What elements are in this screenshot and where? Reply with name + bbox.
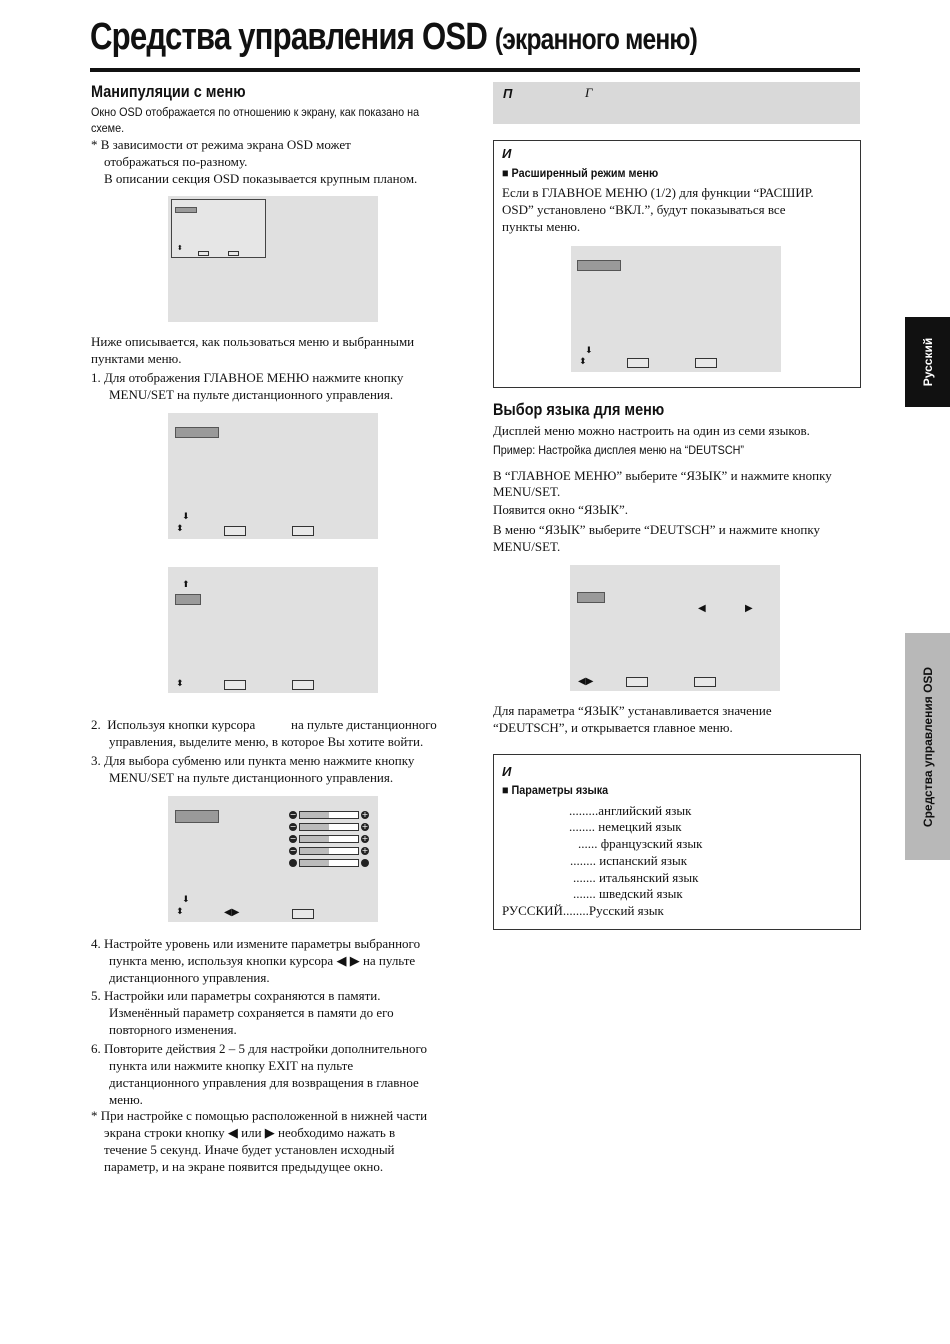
leftright-icon: ◀▶	[224, 907, 240, 918]
osd-screen-language	[570, 565, 780, 691]
adjust-slider	[299, 823, 359, 831]
osd-highlight	[175, 207, 197, 213]
osd-screen-submenu	[168, 796, 378, 922]
minus-icon: −	[289, 846, 297, 855]
step-6b: пункта или нажмите кнопку EXIT на пульте	[109, 1058, 354, 1073]
note-2b: экрана строки кнопку ◀ или ▶ необходимо нажать в	[104, 1125, 396, 1140]
step-5a: 5. Настройки или параметры сохраняются в памяти.	[91, 988, 381, 1003]
osd-button	[626, 677, 648, 687]
info-marker: И	[502, 146, 512, 161]
minus-icon: −	[289, 834, 297, 843]
right-arrow-icon: ▶	[745, 603, 753, 614]
grey-box-marker-b: Г	[585, 85, 593, 100]
step-6c: дистанционного управления для возвращения в главное	[109, 1075, 419, 1090]
osd-highlight	[577, 592, 605, 603]
lang-p6a: Для параметра “ЯЗЫК” устанавливается значение	[493, 703, 772, 718]
note-1b: отображаться по-разному.	[104, 154, 248, 169]
leftright-icon: ◀▶	[578, 676, 594, 687]
section-heading-language: Выбор языка для меню	[493, 400, 665, 419]
plus-icon: +	[361, 822, 369, 831]
osd-button	[292, 680, 314, 690]
lang-p1: Дисплей меню можно настроить на один из семи языков.	[493, 423, 810, 438]
minus-icon: −	[289, 822, 297, 831]
osd-highlight	[175, 810, 219, 823]
intro-text: Окно OSD отображается по отношению к экрану, как показано на схеме.	[91, 105, 420, 135]
minus-icon: −	[289, 810, 297, 819]
note-2d: параметр, и на экране появится предыдущее окно.	[104, 1159, 384, 1174]
para-2a: Ниже описывается, как пользоваться меню и выбранными	[91, 334, 415, 349]
step-3a: 3. Для выбора субменю или пункта меню нажмите кнопку	[91, 753, 415, 768]
down-arrow-icon: ⬇	[585, 346, 593, 356]
osd-button	[292, 909, 314, 919]
lang-row: ....... итальянский язык	[573, 870, 699, 885]
step-5c: повторного изменения.	[109, 1022, 237, 1037]
lang-p5a: В меню “ЯЗЫК” выберите “DEUTSCH” и нажмите кнопку	[493, 522, 820, 537]
lang-row: ....... шведский язык	[573, 886, 683, 901]
osd-button	[694, 677, 716, 687]
step-3b: MENU/SET на пульте дистанционного управления.	[109, 770, 394, 785]
step-1b: MENU/SET на пульте дистанционного управления.	[109, 387, 394, 402]
title-rule	[90, 68, 860, 72]
grey-box-marker-a: П	[503, 86, 513, 101]
updown-icon: ⬍	[579, 357, 587, 367]
step-4c: дистанционного управления.	[109, 970, 270, 985]
osd-mini-button	[228, 251, 239, 256]
info-text-c: пункты меню.	[502, 219, 581, 234]
params-marker: И	[502, 764, 512, 779]
lang-row: РУССКИЙ........Русский язык	[502, 903, 664, 918]
adjust-slider	[299, 835, 359, 843]
section-heading-menu: Манипуляции с меню	[91, 82, 246, 101]
osd-screen-main-menu	[168, 413, 378, 539]
lang-p5b: MENU/SET.	[493, 539, 561, 554]
note-2c: течение 5 секунд. Иначе будет установлен исходный	[104, 1142, 395, 1157]
osd-screen-overview	[168, 196, 378, 322]
lang-row: ...... французский язык	[578, 836, 703, 851]
lang-row: .........английский язык	[569, 803, 692, 818]
osd-button	[224, 680, 246, 690]
plus-icon: +	[361, 810, 369, 819]
side-tab-osd: Средства управления OSD	[905, 633, 950, 860]
info-text-b: OSD” установлено “ВКЛ.”, будут показываться все	[502, 202, 786, 217]
osd-highlight	[175, 427, 219, 438]
adjust-slider	[299, 847, 359, 855]
step-6a: 6. Повторите действия 2 – 5 для настройки дополнительного	[91, 1041, 428, 1056]
lang-p4: Появится окно “ЯЗЫК”.	[493, 502, 629, 517]
plus-icon: +	[361, 846, 369, 855]
note-1c: В описании секция OSD показывается крупным планом.	[104, 171, 418, 186]
step-2b: управления, выделите меню, в которое Вы хотите войти.	[109, 734, 424, 749]
bullet-icon	[289, 859, 297, 867]
lang-row: ........ немецкий язык	[569, 819, 682, 834]
adjust-slider	[299, 811, 359, 819]
note-1a: * В зависимости от режима экрана OSD может	[91, 137, 351, 152]
info-text-a: Если в ГЛАВНОЕ МЕНЮ (1/2) для функции “РАСШИР.	[502, 185, 814, 200]
step-2a: 2. Используя кнопки курсора на пульте дистанционного	[91, 717, 437, 732]
lang-p6b: “DEUTSCH”, и открывается главное меню.	[493, 720, 733, 735]
side-tab-language: Русский	[905, 317, 950, 407]
up-arrow-icon: ⬆	[182, 580, 190, 590]
params-heading: ■ Параметры языка	[502, 783, 609, 797]
osd-highlight	[175, 594, 201, 605]
note-2a: * При настройке с помощью расположенной в нижней части	[91, 1108, 428, 1123]
down-arrow-icon: ⬇	[182, 512, 190, 522]
lang-row: ........ испанский язык	[570, 853, 688, 868]
step-4a: 4. Настройте уровень или измените параметры выбранного	[91, 936, 421, 951]
updown-icon: ⬍	[176, 524, 184, 534]
step-6d: меню.	[109, 1092, 143, 1107]
step-4b: пункта меню, используя кнопки курсора ◀ ▶ на пульте	[109, 953, 416, 968]
adjust-slider	[299, 859, 359, 867]
plus-icon: +	[361, 834, 369, 843]
bullet-icon	[361, 859, 369, 867]
step-5b: Изменённый параметр сохраняется в памяти до его	[109, 1005, 394, 1020]
osd-screen-extended	[571, 246, 781, 372]
osd-button	[627, 358, 649, 368]
left-arrow-icon: ◀	[698, 603, 706, 614]
grey-note-box	[493, 82, 860, 124]
para-2b: пунктами меню.	[91, 351, 182, 366]
updown-icon: ⬍	[176, 907, 184, 917]
osd-button	[695, 358, 717, 368]
down-arrow-icon: ⬇	[182, 895, 190, 905]
page-title: Средства управления OSD (экранного меню)	[90, 16, 697, 58]
step-1a: 1. Для отображения ГЛАВНОЕ МЕНЮ нажмите кнопку	[91, 370, 404, 385]
osd-button	[224, 526, 246, 536]
info-heading: ■ Расширенный режим меню	[502, 166, 659, 180]
osd-mini-button	[198, 251, 209, 256]
updown-icon: ⬍	[176, 679, 184, 689]
osd-highlight	[577, 260, 621, 271]
info-box-extended	[493, 140, 861, 388]
osd-screen-main-menu-2	[168, 567, 378, 693]
info-box-language-params	[493, 754, 861, 930]
osd-button	[292, 526, 314, 536]
lang-p3a: В “ГЛАВНОЕ МЕНЮ” выберите “ЯЗЫК” и нажмите кнопку	[493, 468, 832, 483]
lang-p2: Пример: Настройка дисплея меню на “DEUTSCH”	[493, 443, 745, 457]
lang-p3b: MENU/SET.	[493, 484, 561, 499]
osd-window	[171, 199, 266, 258]
updown-icon: ⬍	[177, 244, 183, 252]
